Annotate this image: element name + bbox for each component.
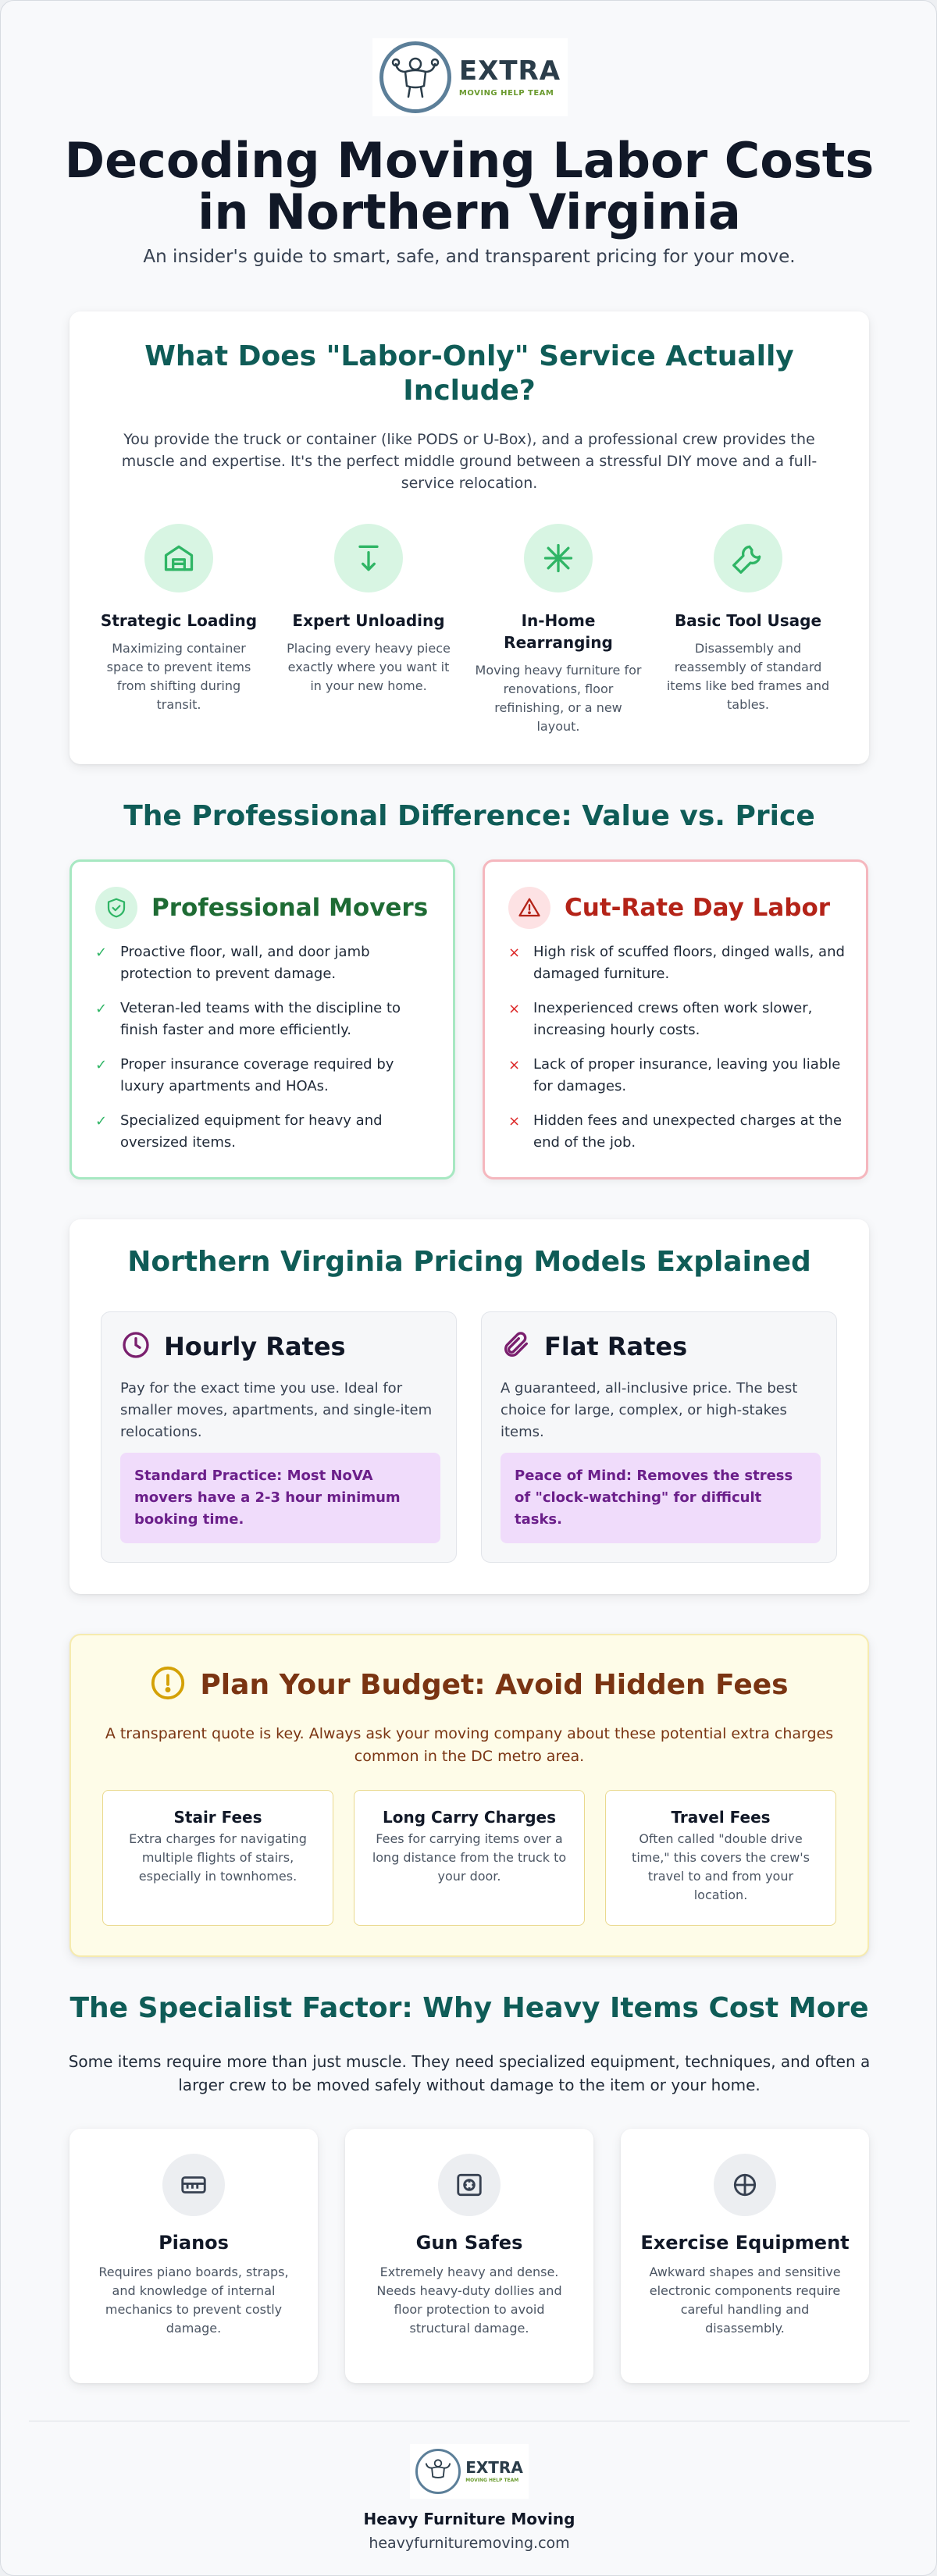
brand-logo bbox=[372, 38, 568, 116]
alert-circle-icon bbox=[150, 1665, 186, 1704]
labor-only-title: What Does "Labor-Only" Service Actually Include? bbox=[144, 340, 794, 407]
hourly-rates-desc: Pay for the exact time you use. Ideal for smaller moves, apartments, and single-item relocations. bbox=[120, 1380, 433, 1440]
professional-benefits-list bbox=[95, 941, 434, 1166]
shield-check-icon bbox=[95, 887, 137, 929]
fee-desc: Extra charges for navigating multiple flights of stairs, especially in townhomes. bbox=[129, 1831, 307, 1884]
clock-icon bbox=[120, 1329, 151, 1364]
hourly-rates-note: Standard Practice: Most NoVA movers have a 2-3 hour minimum booking time. bbox=[120, 1453, 440, 1543]
budget-card bbox=[69, 1634, 869, 1957]
list-item: ✓ Specialized equipment for heavy and oversized items. bbox=[95, 1110, 434, 1154]
cut-rate-labor-title: Cut-Rate Day Labor bbox=[565, 894, 831, 922]
budget-title: Plan Your Budget: Avoid Hidden Fees bbox=[200, 1668, 789, 1701]
x-mark-icon: × bbox=[508, 1001, 521, 1017]
feature-expert-unloading bbox=[283, 524, 454, 696]
footer-logo bbox=[410, 2444, 529, 2499]
logo-wordmark: EXTRA bbox=[458, 55, 561, 87]
list-item: × Lack of proper insurance, leaving you liable for damages. bbox=[508, 1054, 847, 1098]
fee-title: Stair Fees bbox=[173, 1808, 262, 1827]
flat-rates-note: Peace of Mind: Removes the stress of "clock-watching" for difficult tasks. bbox=[501, 1453, 821, 1543]
labor-only-card bbox=[69, 311, 869, 764]
pricing-models-card bbox=[69, 1219, 869, 1594]
logo-tagline: MOVING HELP TEAM bbox=[458, 88, 554, 98]
specialist-exercise-equipment bbox=[621, 2129, 869, 2383]
feature-desc: Maximizing container space to prevent items from shifting during transit. bbox=[106, 641, 251, 712]
hourly-rates-box bbox=[101, 1311, 457, 1563]
check-icon: ✓ bbox=[95, 1113, 108, 1130]
list-item: ✓ Veteran-led teams with the discipline to finish faster and more efficiently. bbox=[95, 998, 434, 1041]
professional-movers-title: Professional Movers bbox=[151, 894, 429, 922]
strongman-emblem-icon bbox=[379, 41, 451, 113]
warning-triangle-icon bbox=[508, 887, 550, 929]
specialist-name: Gun Safes bbox=[415, 2232, 523, 2254]
check-icon: ✓ bbox=[95, 1057, 108, 1073]
pricing-title: Northern Virginia Pricing Models Explained bbox=[127, 1246, 811, 1278]
cut-rate-risks-list bbox=[508, 941, 847, 1166]
specialist-gun-safes bbox=[345, 2129, 593, 2383]
wrench-icon bbox=[714, 524, 782, 592]
budget-intro: A transparent quote is key. Always ask your moving company about these potential extra charges common in the DC metro area. bbox=[105, 1725, 834, 1765]
x-mark-icon: × bbox=[508, 945, 521, 961]
fee-title: Travel Fees bbox=[671, 1808, 771, 1827]
fee-desc: Often called "double drive time," this covers the crew's travel to and from your location. bbox=[632, 1831, 810, 1902]
flat-rates-desc: A guaranteed, all-inclusive price. The best choice for large, complex, or high-stakes items. bbox=[501, 1380, 798, 1440]
x-mark-icon: × bbox=[508, 1057, 521, 1073]
page-title: Decoding Moving Labor Costs in Northern Virginia bbox=[64, 132, 875, 240]
check-icon: ✓ bbox=[95, 945, 108, 961]
list-item: ✓ Proactive floor, wall, and door jamb protection to prevent damage. bbox=[95, 941, 434, 985]
x-mark-icon: × bbox=[508, 1113, 521, 1130]
feature-desc: Moving heavy furniture for renovations, floor refinishing, or a new layout. bbox=[475, 663, 642, 734]
specialist-pianos bbox=[69, 2129, 318, 2383]
specialist-name: Exercise Equipment bbox=[640, 2232, 850, 2254]
piano-icon bbox=[162, 2154, 225, 2216]
flat-rates-title: Flat Rates bbox=[544, 1332, 688, 1361]
cut-rate-labor-card bbox=[483, 859, 868, 1179]
feature-desc: Disassembly and reassembly of standard items like bed frames and tables. bbox=[666, 641, 830, 712]
footer-logo-tagline: MOVING HELP TEAM bbox=[465, 2478, 519, 2483]
check-icon: ✓ bbox=[95, 1001, 108, 1017]
specialist-title: The Specialist Factor: Why Heavy Items Cost More bbox=[69, 1992, 869, 2024]
feature-basic-tool-usage bbox=[662, 524, 834, 714]
hourly-rates-title: Hourly Rates bbox=[164, 1332, 346, 1361]
flat-rates-box bbox=[481, 1311, 837, 1563]
specialist-desc: Extremely heavy and dense. Needs heavy-duty dollies and floor protection to avoid structural damage. bbox=[376, 2265, 562, 2336]
feature-title: In-Home Rearranging bbox=[504, 611, 613, 652]
specialist-desc: Requires piano boards, straps, and knowledge of internal mechanics to prevent costly damage. bbox=[98, 2265, 289, 2336]
footer-company-name: Heavy Furniture Moving bbox=[363, 2510, 575, 2528]
fee-title: Long Carry Charges bbox=[383, 1808, 556, 1827]
crosshair-circle-icon bbox=[714, 2154, 776, 2216]
list-item: × High risk of scuffed floors, dinged walls, and damaged furniture. bbox=[508, 941, 847, 985]
warehouse-icon bbox=[144, 524, 213, 592]
paperclip-icon bbox=[501, 1329, 532, 1364]
arrow-down-to-line-icon bbox=[334, 524, 403, 592]
list-item: ✓ Proper insurance coverage required by luxury apartments and HOAs. bbox=[95, 1054, 434, 1098]
feature-strategic-loading bbox=[93, 524, 265, 714]
safe-icon bbox=[438, 2154, 501, 2216]
specialist-name: Pianos bbox=[159, 2232, 229, 2254]
specialist-desc: Awkward shapes and sensitive electronic components require careful handling and disassembly. bbox=[649, 2265, 841, 2336]
list-item: × Inexperienced crews often work slower, increasing hourly costs. bbox=[508, 998, 847, 1041]
labor-only-intro: You provide the truck or container (like PODS or U-Box), and a professional crew provides the muscle and expertise. It's the perfect middle ground between a stressful DIY move and a full-service relocation. bbox=[121, 431, 818, 492]
move-arrows-icon bbox=[524, 524, 593, 592]
footer-logo-wordmark: EXTRA bbox=[465, 2458, 523, 2477]
fee-stair bbox=[102, 1790, 333, 1926]
page-subtitle: An insider's guide to smart, safe, and transparent pricing for your move. bbox=[143, 247, 796, 267]
fee-desc: Fees for carrying items over a long distance from the truck to your door. bbox=[372, 1831, 567, 1884]
fee-travel bbox=[605, 1790, 836, 1926]
professional-movers-card bbox=[69, 859, 455, 1179]
feature-title: Strategic Loading bbox=[100, 611, 258, 630]
strongman-emblem-icon bbox=[415, 2449, 461, 2494]
feature-desc: Placing every heavy piece exactly where you want it in your new home. bbox=[287, 641, 451, 693]
feature-title: Basic Tool Usage bbox=[674, 611, 822, 630]
fee-long-carry bbox=[354, 1790, 585, 1926]
feature-title: Expert Unloading bbox=[292, 611, 445, 630]
footer-website-link[interactable]: heavyfurnituremoving.com bbox=[369, 2535, 570, 2552]
specialist-intro: Some items require more than just muscle. They need specialized equipment, techniques, and often a larger crew to be moved safely without damage to the item or your home. bbox=[68, 2052, 871, 2094]
list-item: × Hidden fees and unexpected charges at the end of the job. bbox=[508, 1110, 847, 1154]
difference-title: The Professional Difference: Value vs. Price bbox=[123, 800, 815, 832]
feature-in-home-rearranging bbox=[472, 524, 644, 736]
